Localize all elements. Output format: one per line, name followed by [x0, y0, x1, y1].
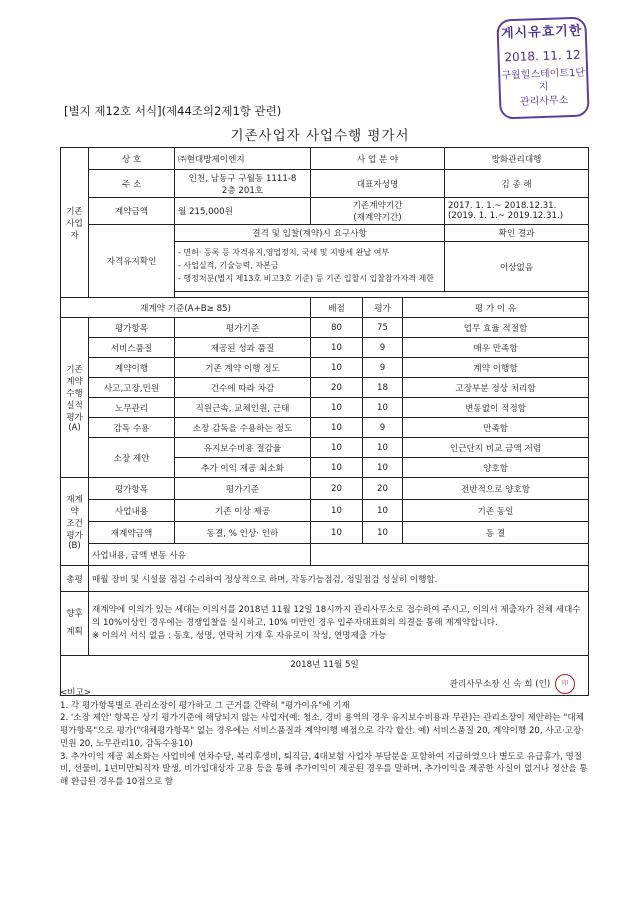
table-row — [61, 418, 589, 438]
reason-cell: 매우 만족함 — [403, 338, 589, 358]
reason-cell: 양호함 — [403, 458, 589, 478]
reason-cell: 전반적으로 양호함 — [403, 478, 589, 500]
eval-cell: 10 — [363, 398, 403, 418]
form-label: [별지 제12호 서식](제44조의2제1항 관련) — [64, 104, 282, 118]
table-row — [61, 225, 589, 242]
score-cell: 10 — [311, 418, 363, 438]
page-title: 기존사업자 사업수행 평가서 — [230, 128, 410, 144]
reason-cell: 만족함 — [403, 418, 589, 438]
reason-cell: 기존 동일 — [403, 500, 589, 522]
table-row — [61, 398, 589, 418]
table-row — [61, 522, 589, 544]
criteria-cell: 평가기준 — [175, 478, 311, 500]
criteria-cell: 기존 계약 이행 정도 — [175, 358, 311, 378]
item-cell: 재계약금액 — [89, 522, 175, 544]
qualification-item: - 면허· 등록 등 자격유지,영업정지, 국세 및 지방세 완납 여부 — [178, 248, 390, 258]
stamp-title: 게시유효기한 — [500, 23, 583, 42]
table-row — [61, 566, 589, 592]
plan-note: ※ 이의서 서식 없음 : 동호, 성명, 연락처 기재 후 자유로이 작성, 연명제출 가능 — [92, 630, 387, 641]
table-row — [61, 318, 589, 338]
score-cell: 10 — [311, 398, 363, 418]
eval-cell: 20 — [363, 478, 403, 500]
remarks — [60, 687, 590, 789]
name-label: 상 호 — [89, 148, 175, 170]
summary-text: 매월 장비 및 시설물 점검 수리하여 정상적으로 하며, 작동기능점검, 정밀점검 성실히 이행함. — [89, 566, 589, 592]
eval-cell: 10 — [363, 522, 403, 544]
stamp-office: 관리사무소 — [519, 94, 569, 108]
table-row — [61, 478, 589, 500]
business-field: 방화관리대행 — [445, 148, 589, 170]
eval-cell: 9 — [363, 358, 403, 378]
change-reason-value — [311, 544, 589, 566]
table-row — [61, 378, 589, 398]
rep-label: 대표자성명 — [311, 170, 445, 198]
reason-cell: 인근단지 비교 금액 저렴 — [403, 438, 589, 458]
eval-cell: 75 — [363, 318, 403, 338]
score-cell: 10 — [311, 500, 363, 522]
remark-item: 1. 각 평가항목별로 관리소장이 평가하고 그 근거를 간략히 "평가이유"에 기재 — [60, 700, 350, 711]
remark-item: 3. 추가이익 제공 최소화는 사업비에 연차수당, 복리후생비, 퇴직금, 4대보험 사업자 부담분을 포함하여 지급하였으나 별도로 유급휴가, 명절비, 선물비, 1년미만퇴직자 발생, 비가입대상자 고용 등을 통해 추가이익이 제공된 경우를 말하며, 추가이익을 제공한 사실이 없거나 정산을 통해 환급된 경우를 10점으로 함 — [60, 751, 588, 788]
score-cell: 10 — [311, 522, 363, 544]
qualification-result-head: 확인 결과 — [445, 225, 589, 242]
score-cell: 20 — [311, 478, 363, 500]
address-label: 주 소 — [89, 170, 175, 198]
item-cell: 사고,고장,민원 — [89, 378, 175, 398]
table-row — [61, 592, 589, 656]
section-b-label: 재계약 조건 평가 (B) — [61, 478, 89, 566]
item-cell: 평가항목 — [89, 478, 175, 500]
eval-cell: 18 — [363, 378, 403, 398]
signer: 관리사무소장 신 숙 희 (인) — [449, 679, 551, 690]
qualification-label: 자격유지확인 — [89, 225, 175, 298]
score-cell: 10 — [311, 458, 363, 478]
qualification-item: - 행정처분(별지 제13호 비고3호 기준) 등 기존 입찰시 입찰참가자격 제한 — [178, 273, 434, 283]
address: 인천, 남동구 구월동 1111-8 2층 201호 — [175, 170, 311, 198]
plan-cell — [89, 592, 589, 656]
item-cell: 계약이행 — [89, 358, 175, 378]
remarks-heading: <비고> — [60, 688, 92, 698]
table-row — [61, 438, 589, 458]
criteria-cell: 기존 이상 제공 — [175, 500, 311, 522]
criteria-cell: 건수에 따라 차감 — [175, 378, 311, 398]
section-a-label: 기존 계약 수행 실적 평가 (A) — [61, 318, 89, 478]
reason-cell: 업무 효율 적절함 — [403, 318, 589, 338]
existing-group-label: 기존 사업자 — [61, 148, 89, 298]
eval-cell: 9 — [363, 338, 403, 358]
evaluation-table — [60, 147, 589, 696]
eval-cell: 10 — [363, 500, 403, 522]
item-cell: 감독 수용 — [89, 418, 175, 438]
reason-cell: 계약 이행함 — [403, 358, 589, 378]
field-label: 사 업 분 야 — [311, 148, 445, 170]
recontract-criteria: 재계약 기준(A+B≥ 85) — [61, 298, 311, 318]
company-name: ㈜현대방제이엔지 — [175, 148, 311, 170]
col-reason: 평 가 이 유 — [403, 298, 589, 318]
item-cell: 사업내용 — [89, 500, 175, 522]
qualification-result: 이상없음 — [445, 242, 589, 292]
item-cell: 서비스품질 — [89, 338, 175, 358]
item-cell: 평가항목 — [89, 318, 175, 338]
criteria-cell: 소장 감독을 수용하는 정도 — [175, 418, 311, 438]
col-eval: 평가 — [363, 298, 403, 318]
table-row — [61, 198, 589, 225]
reason-cell: 동 결 — [403, 522, 589, 544]
change-reason-label: 사업내용, 금액 변동 사유 — [89, 544, 311, 566]
criteria-cell: 동결, % 인상· 인하 — [175, 522, 311, 544]
criteria-cell: 평가기준 — [175, 318, 311, 338]
table-row — [61, 298, 589, 318]
criteria-cell: 추가 이익 제공 최소화 — [175, 458, 311, 478]
period-label: 기존계약기간 (재계약기간) — [311, 198, 445, 225]
seal-icon: 印 — [555, 674, 575, 694]
document-date: 2018년 11월 5일 — [290, 660, 359, 671]
amount-label: 계약금액 — [89, 198, 175, 225]
plan-text: 재계약에 이의가 있는 세대는 이의서를 2018년 11월 12일 18시까지 관리사무소로 접수하여 주시고, 이의서 제출자가 전체 세대수의 10%이상인 경우에는 경쟁입찰을 실시하고, 10% 미만인 경우 입주자대표회의 의결을 통해 재계약합니다. — [92, 605, 581, 629]
remark-item: 2. '소장 제안' 항목은 상기 평가기준에 해당되지 않는 사업자(예: 청소, 경비 용역의 경우 유지보수비용과 무관)는 관리소장이 제안하는 "대체평가항목"으로 평가("대체평가항목" 없는 경우에는 서비스품질과 계약이행 배점으로 각각 합산. 예) 서비스품질 20, 계약이행 20, 사고·고장·민원 20, 노무관리10, 감독수용10) — [60, 713, 585, 749]
qualification-items — [175, 242, 445, 292]
reason-cell: 변동없이 적정함 — [403, 398, 589, 418]
plan-label: 향후 계획 — [61, 592, 89, 656]
table-row — [61, 544, 589, 566]
criteria-cell: 제공된 성과 품질 — [175, 338, 311, 358]
summary-label: 총평 — [61, 566, 89, 592]
table-row — [61, 358, 589, 378]
qualification-head: 결격 및 입찰(계약)시 요구사항 — [175, 225, 445, 242]
posting-validity-stamp — [496, 16, 589, 119]
item-cell: 노무관리 — [89, 398, 175, 418]
contract-amount: 월 215,000원 — [175, 198, 311, 225]
representative: 김 종 해 — [445, 170, 589, 198]
proposal-label: 소장 제안 — [89, 438, 175, 478]
qualification-item: - 사업실적, 기술능력, 자본금 — [178, 261, 279, 271]
table-row — [61, 170, 589, 198]
reason-cell: 고장부분 정상 처리함 — [403, 378, 589, 398]
eval-cell: 9 — [363, 418, 403, 438]
score-cell: 80 — [311, 318, 363, 338]
score-cell: 10 — [311, 438, 363, 458]
score-cell: 10 — [311, 338, 363, 358]
table-row — [61, 148, 589, 170]
contract-period: 2017. 1. 1.~ 2018.12.31. (2019. 1. 1.~ 2019.12.31.) — [445, 198, 589, 225]
score-cell: 10 — [311, 358, 363, 378]
eval-cell: 10 — [363, 438, 403, 458]
criteria-cell: 직원근속, 교체인원, 근태 — [175, 398, 311, 418]
score-cell: 20 — [311, 378, 363, 398]
stamp-complex: 구월힐스테이트1단지 — [501, 67, 586, 94]
col-score: 배점 — [311, 298, 363, 318]
table-row — [61, 500, 589, 522]
criteria-cell: 유지보수비용 절감율 — [175, 438, 311, 458]
eval-cell: 10 — [363, 458, 403, 478]
stamp-date: 2018. 11. 12 — [504, 47, 581, 64]
table-row — [61, 338, 589, 358]
